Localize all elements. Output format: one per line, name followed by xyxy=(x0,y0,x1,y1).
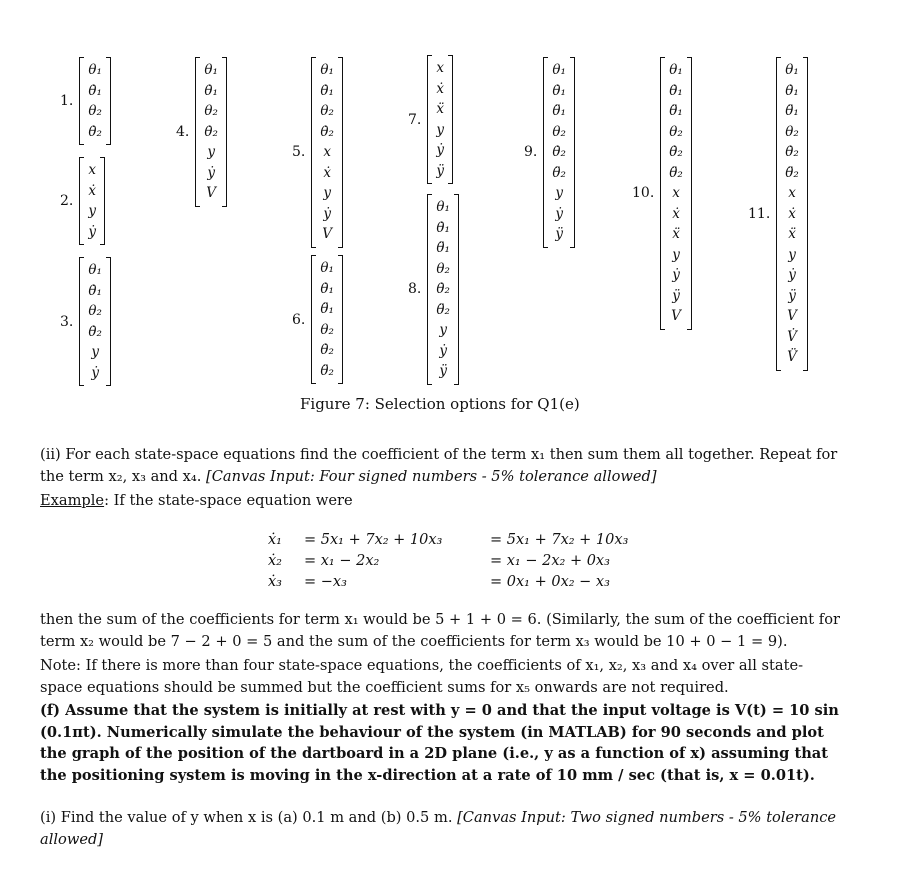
vector-entry: V xyxy=(787,308,797,324)
vector-entry: θ̈₁ xyxy=(436,240,450,256)
part-f-i xyxy=(40,807,840,850)
vector-entry: θ̈₁ xyxy=(785,103,799,119)
vector-entry: θ̈₁ xyxy=(320,301,334,317)
option-4 xyxy=(176,57,227,207)
vector-entry: ẏ xyxy=(436,142,444,158)
vector-entry: ẏ xyxy=(88,223,96,240)
option-vector xyxy=(79,57,111,145)
option-label: 4. xyxy=(176,123,190,140)
canvas-input-note-f: [Canvas Input: Two signed numbers - 5% tolerance allowed] xyxy=(40,809,837,848)
vector-entry: θ̇₁ xyxy=(436,219,450,236)
vector-entry: ÿ xyxy=(436,162,444,179)
option-label: 2. xyxy=(60,193,74,209)
vector-entry: ẏ xyxy=(788,267,796,283)
equation-rhs: = 5x₁ + 7x₂ + 10x₃ xyxy=(490,532,629,548)
vector-entry: V xyxy=(206,185,216,201)
option-6 xyxy=(292,255,343,384)
option-vector xyxy=(660,57,692,330)
vector-entry: ẏ xyxy=(323,205,331,222)
option-7 xyxy=(408,55,453,184)
example-label: Example xyxy=(40,492,105,509)
vector-entry: ÿ xyxy=(439,363,447,379)
vector-entry: ẏ xyxy=(439,342,447,359)
equation-mid: = x₁ − 2x₂ xyxy=(304,553,380,569)
vector-entry: ẋ xyxy=(88,182,96,199)
vector-entry: θ₂ xyxy=(88,303,102,319)
vector-entry: V xyxy=(671,308,681,324)
option-vector xyxy=(427,55,453,184)
option-label: 7. xyxy=(408,111,422,128)
vector-entry: θ₂ xyxy=(204,103,218,119)
vector-entry: θ₁ xyxy=(320,62,334,78)
option-vector xyxy=(427,194,459,385)
option-label: 1. xyxy=(60,93,74,109)
vector-entry: x xyxy=(323,144,331,160)
vector-entry: V xyxy=(322,226,332,242)
vector-entry: θ̇₂ xyxy=(88,123,102,140)
vector-entry: θ̇₁ xyxy=(669,82,683,99)
vector-entry: θ̈₂ xyxy=(669,164,683,181)
option-vector xyxy=(195,57,227,207)
part-f-i-text: (i) Find the value of y when x is (a) 0.1 m and (b) 0.5 m. xyxy=(40,809,453,826)
vector-entry: y xyxy=(207,144,215,160)
equation-lhs: ẋ₁ xyxy=(268,532,282,548)
vector-entry: y xyxy=(439,322,447,338)
vector-entry: θ̇₁ xyxy=(204,82,218,99)
example-line xyxy=(40,490,840,512)
question-ii-text: (ii) For each state-space equations find the coefficient of the term x₁ then sum them all together. Repeat for the term x₂, x₃ and x₄. xyxy=(40,446,838,485)
vector-entry: θ̇₂ xyxy=(785,144,799,160)
figure-caption: Figure 7: Selection options for Q1(e) xyxy=(300,395,580,413)
option-label: 9. xyxy=(524,144,538,161)
vector-entry: θ₁ xyxy=(552,62,566,78)
vector-entry: θ̈₂ xyxy=(552,164,566,181)
option-label: 6. xyxy=(292,311,306,328)
equation-row xyxy=(268,572,628,593)
equation-lhs: ẋ₃ xyxy=(268,574,282,590)
then-paragraph: then the sum of the coefficients for term x₁ would be 5 + 1 + 0 = 6. (Similarly, the sum of the coefficient for term x₂ would be 7 − 2 + 0 = 5 and the sum of the coefficients for term x₃ would be 10 + 0 − 1 = 9). xyxy=(40,611,840,650)
vector-entry: y xyxy=(91,344,99,360)
vector-entry: θ̇₂ xyxy=(436,281,450,297)
equation-row xyxy=(268,551,628,572)
vector-entry: ÿ xyxy=(788,287,796,304)
vector-entry: θ₂ xyxy=(88,103,102,119)
option-label: 3. xyxy=(60,313,74,330)
option-8 xyxy=(408,194,459,385)
vector-entry: θ̈₂ xyxy=(320,362,334,379)
option-label: 8. xyxy=(408,281,422,298)
vector-entry: y xyxy=(323,185,331,201)
vector-entry: θ̇₂ xyxy=(552,144,566,160)
vector-entry: θ̇₁ xyxy=(320,82,334,99)
vector-entry: θ̈₁ xyxy=(669,103,683,119)
option-vector xyxy=(311,57,343,248)
example-text: : If the state-space equation were xyxy=(104,492,353,509)
vector-entry: θ̈₂ xyxy=(436,301,450,318)
vector-entry: θ̇₁ xyxy=(552,82,566,99)
vector-entry: θ̈₁ xyxy=(552,103,566,119)
equation-lhs: ẋ₂ xyxy=(268,553,282,569)
vector-entry: ẏ xyxy=(207,164,215,181)
question-ii xyxy=(40,444,840,487)
vector-entry: y xyxy=(436,121,444,138)
vector-entry: ẍ xyxy=(436,101,444,117)
vector-entry: V̇ xyxy=(787,328,797,345)
vector-entry: ẏ xyxy=(91,364,99,381)
vector-entry: θ₁ xyxy=(88,62,102,78)
option-3 xyxy=(60,257,111,386)
equation-mid: = −x₃ xyxy=(304,574,347,590)
vector-entry: θ₁ xyxy=(204,62,218,78)
vector-entry: ẍ xyxy=(672,226,680,242)
vector-entry: θ₂ xyxy=(320,321,334,338)
vector-entry: θ̈₂ xyxy=(785,164,799,181)
equation-rhs: = x₁ − 2x₂ + 0x₃ xyxy=(490,553,610,569)
equation-mid: = 5x₁ + 7x₂ + 10x₃ xyxy=(304,532,443,548)
vector-entry: y xyxy=(555,185,563,201)
vector-entry: ẋ xyxy=(788,205,796,222)
vector-entry: ẏ xyxy=(672,267,680,283)
vector-entry: θ₁ xyxy=(785,62,799,78)
state-space-equations xyxy=(268,530,628,593)
vector-entry: x xyxy=(788,185,796,201)
vector-entry: V̈ xyxy=(787,349,797,365)
option-11 xyxy=(748,57,808,371)
option-vector xyxy=(79,157,105,245)
vector-entry: θ̇₂ xyxy=(88,323,102,340)
vector-entry: x xyxy=(88,162,96,178)
option-2 xyxy=(60,157,105,245)
option-10 xyxy=(632,57,692,330)
vector-entry: θ̇₂ xyxy=(320,123,334,140)
equation-row xyxy=(268,530,628,551)
vector-entry: x xyxy=(436,60,444,76)
option-vector xyxy=(79,257,111,386)
option-9 xyxy=(524,57,575,248)
vector-entry: ẋ xyxy=(323,164,331,181)
vector-entry: y xyxy=(788,246,796,263)
option-5 xyxy=(292,57,343,248)
vector-entry: ẍ xyxy=(788,226,796,242)
vector-entry: θ₂ xyxy=(320,103,334,119)
vector-entry: y xyxy=(88,203,96,219)
vector-entry: θ₂ xyxy=(436,260,450,277)
vector-entry: θ̇₂ xyxy=(204,123,218,140)
option-label: 11. xyxy=(748,205,771,222)
vector-entry: θ₁ xyxy=(436,199,450,215)
vector-entry: ẋ xyxy=(436,80,444,97)
vector-entry: θ₁ xyxy=(88,262,102,278)
vector-entry: θ̇₂ xyxy=(320,342,334,358)
vector-entry: x xyxy=(672,185,680,201)
option-vector xyxy=(776,57,808,371)
option-vector xyxy=(311,255,343,384)
part-f-text: (f) Assume that the system is initially at rest with y = 0 and that the input voltage is V(t) = 10 sin (0.1πt). Numerically simulate the behaviour of the system (in MATLAB) for 90 seconds and plot the graph of the position of the dartboard in a 2D plane (i.e., y as a function of x) assuming that the positioning system is moving in the x-direction at a rate of 10 mm / sec (that is, x = 0.01t). xyxy=(40,702,839,784)
vector-entry: θ̇₁ xyxy=(320,280,334,297)
vector-entry: y xyxy=(672,246,680,263)
vector-entry: θ₂ xyxy=(552,123,566,140)
vector-entry: ÿ xyxy=(672,287,680,304)
vector-entry: θ̇₁ xyxy=(785,82,799,99)
vector-entry: θ₁ xyxy=(320,260,334,276)
vector-entry: θ̇₂ xyxy=(669,144,683,160)
vector-entry: θ₂ xyxy=(669,123,683,140)
option-vector xyxy=(543,57,575,248)
vector-entry: θ̇₁ xyxy=(88,82,102,99)
equation-rhs: = 0x₁ + 0x₂ − x₃ xyxy=(490,574,610,590)
option-label: 5. xyxy=(292,144,306,161)
vector-entry: θ̇₁ xyxy=(88,282,102,299)
part-f xyxy=(40,700,840,786)
vector-entry: θ₂ xyxy=(785,123,799,140)
canvas-input-note: [Canvas Input: Four signed numbers - 5% tolerance allowed] xyxy=(206,467,657,485)
option-label: 10. xyxy=(632,185,655,202)
vector-entry: ẋ xyxy=(672,205,680,222)
vector-entry: θ₁ xyxy=(669,62,683,78)
vector-entry: ÿ xyxy=(555,226,563,242)
option-1 xyxy=(60,57,111,145)
note-paragraph: Note: If there is more than four state-space equations, the coefficients of x₁, x₂, x₃ and x₄ over all state-space equations should be summed but the coefficient sums for x₅ onwards are not required. xyxy=(40,657,804,696)
vector-entry: ẏ xyxy=(555,205,563,222)
